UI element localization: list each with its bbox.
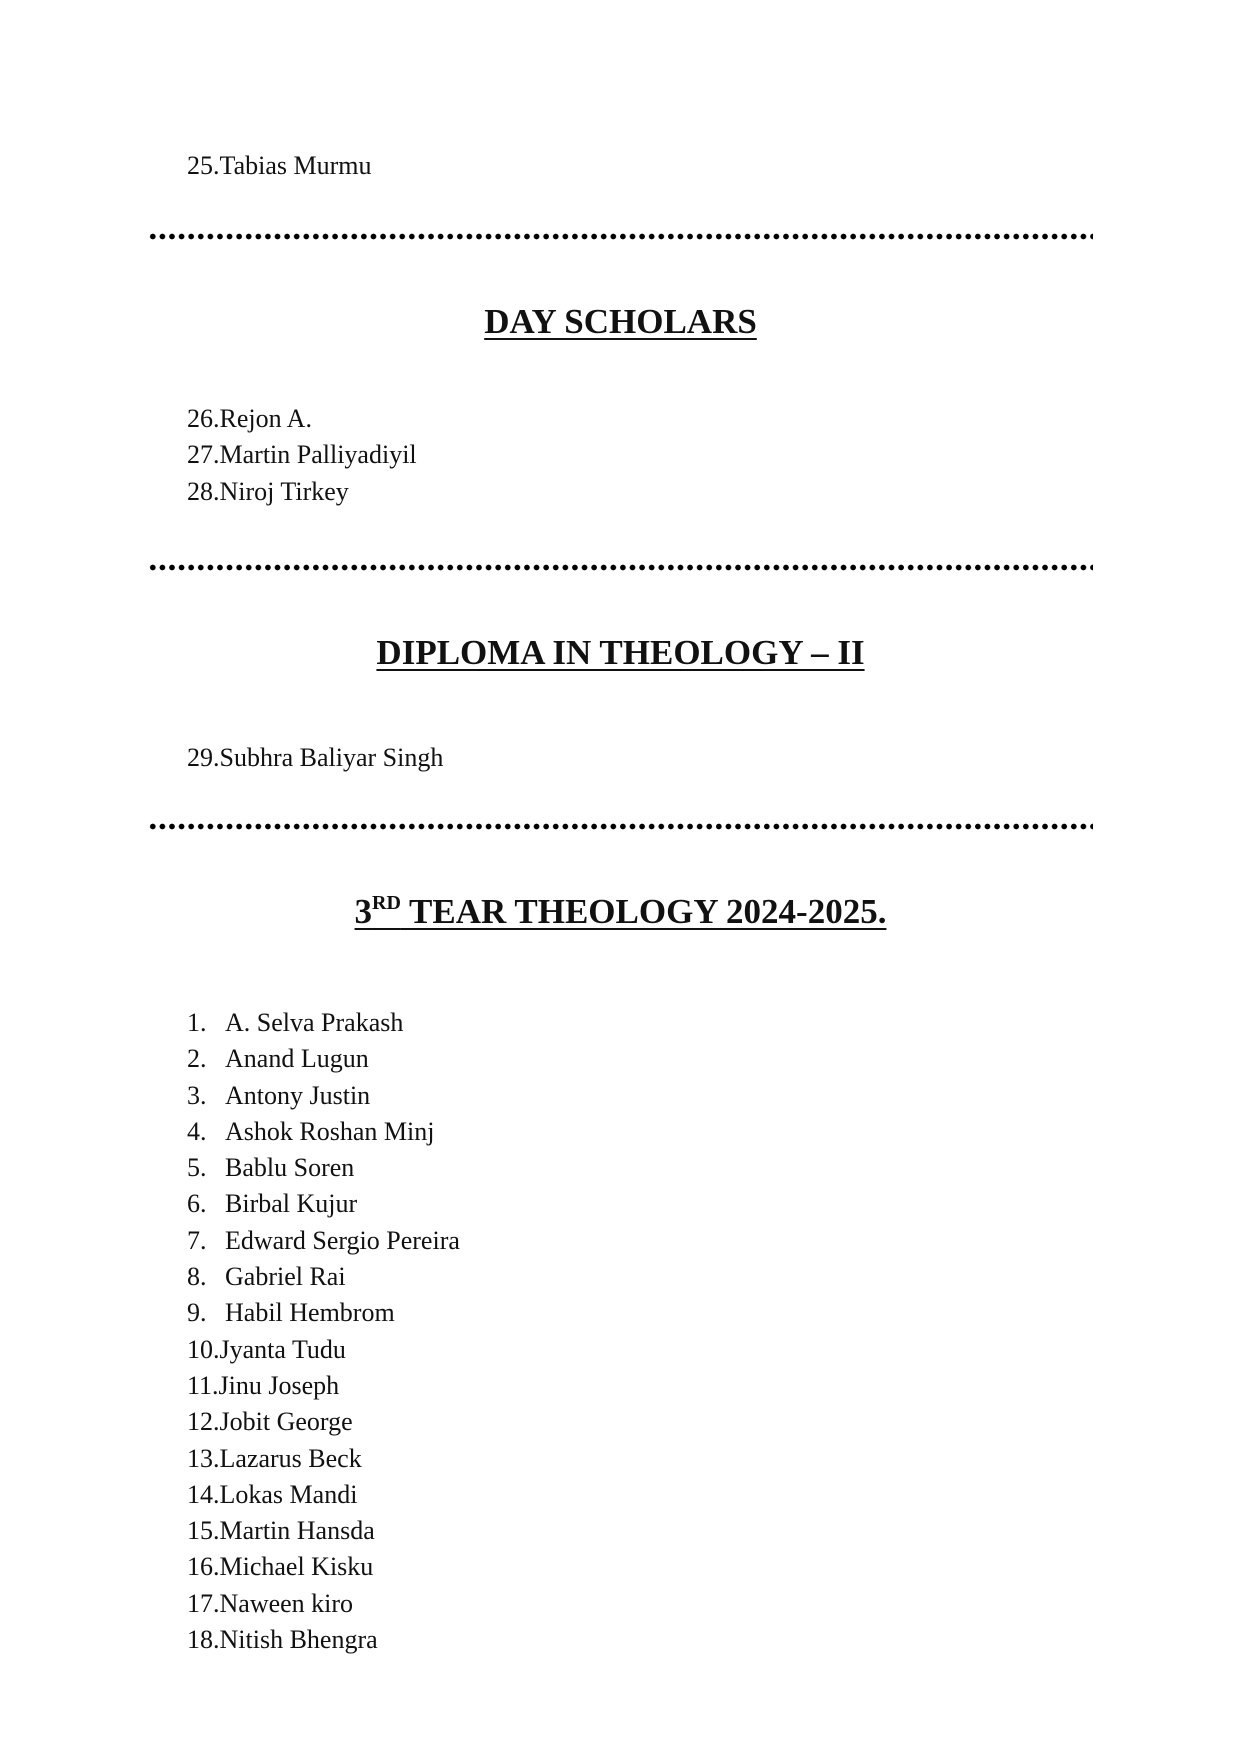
list-item-name: Ashok Roshan Minj <box>225 1116 435 1146</box>
list-item-name: Tabias Murmu <box>219 151 372 180</box>
list-item-number: 15. <box>187 1516 220 1546</box>
list-item-number: 3. <box>187 1080 207 1110</box>
list-item-name: Antony Justin <box>225 1080 371 1110</box>
list-item-name: Gabriel Rai <box>225 1262 346 1292</box>
list-item-number: 1. <box>187 1008 207 1037</box>
list-item-name: Rejon A. <box>219 404 312 433</box>
list-item-name: Jinu Joseph <box>218 1370 340 1400</box>
list-item-number: 6. <box>187 1189 207 1219</box>
list-item <box>187 1368 460 1404</box>
list-item-number: 16. <box>187 1552 220 1582</box>
list-item-name: Naween kiro <box>219 1588 354 1618</box>
list-item-name: Habil Hembrom <box>225 1298 395 1328</box>
list-item <box>187 1404 460 1440</box>
list-item <box>187 1295 460 1331</box>
dotted-separator <box>148 823 1093 830</box>
list-item <box>187 401 417 437</box>
list-item-name: Bablu Soren <box>225 1153 355 1183</box>
list-item-number: 13. <box>187 1443 220 1473</box>
list-item-name: Michael Kisku <box>219 1552 374 1582</box>
list-item <box>187 1150 460 1186</box>
list-item-name: Martin Hansda <box>219 1516 375 1546</box>
list-item <box>187 1622 460 1658</box>
list-item-number: 11. <box>187 1370 219 1400</box>
list-item-name: Jyanta Tudu <box>219 1334 346 1364</box>
list-item-number: 18. <box>187 1625 220 1655</box>
list-item <box>187 437 417 473</box>
list-item-number: 27. <box>187 440 220 470</box>
list-item-number: 7. <box>187 1225 207 1255</box>
day-scholars-list <box>187 401 417 510</box>
list-item <box>187 1259 460 1295</box>
list-item <box>187 1441 460 1477</box>
list-item-name: Niroj Tirkey <box>219 476 349 506</box>
list-item-name: Martin Palliyadiyil <box>219 440 417 470</box>
diploma-list <box>187 740 443 776</box>
dotted-separator <box>148 564 1093 571</box>
list-item-number: 8. <box>187 1262 207 1292</box>
list-item <box>187 1005 460 1041</box>
list-item-name: Edward Sergio Pereira <box>225 1225 460 1255</box>
list-item-name: Nitish Bhengra <box>219 1625 378 1655</box>
list-item <box>187 1513 460 1549</box>
list-item-name: Lazarus Beck <box>219 1443 362 1473</box>
list-item <box>187 474 417 510</box>
list-item-number: 25. <box>187 151 220 180</box>
list-item-name: Subhra Baliyar Singh <box>219 743 444 772</box>
section-heading-third-year: 3RD TEAR THEOLOGY 2024-2025. <box>354 892 887 931</box>
list-item <box>187 148 372 184</box>
list-item-number: 29. <box>187 743 220 772</box>
list-item <box>187 1586 460 1622</box>
list-item-name: Birbal Kujur <box>225 1189 358 1219</box>
list-item <box>187 1078 460 1114</box>
dotted-separator <box>148 233 1093 240</box>
list-item <box>187 740 443 776</box>
section-heading-day-scholars: DAY SCHOLARS <box>484 302 757 341</box>
list-item-number: 10. <box>187 1334 220 1364</box>
list-item-name: Anand Lugun <box>225 1044 369 1074</box>
list-item-number: 17. <box>187 1588 220 1618</box>
list-item-number: 9. <box>187 1298 207 1328</box>
section-heading-diploma: DIPLOMA IN THEOLOGY – II <box>376 633 865 672</box>
list-item-number: 4. <box>187 1116 207 1146</box>
list-item-name: Jobit George <box>219 1407 353 1437</box>
list-item <box>187 1332 460 1368</box>
list-item-number: 28. <box>187 476 220 506</box>
list-item <box>187 1186 460 1222</box>
list-item-number: 26. <box>187 404 220 433</box>
list-item-number: 2. <box>187 1044 207 1074</box>
list-item-number: 14. <box>187 1479 220 1509</box>
list-item-name: A. Selva Prakash <box>225 1008 404 1037</box>
list-item <box>187 1041 460 1077</box>
prev-section-list <box>187 148 372 184</box>
list-item <box>187 1114 460 1150</box>
list-item <box>187 1223 460 1259</box>
list-item <box>187 1477 460 1513</box>
third-year-list <box>187 1005 460 1658</box>
list-item-number: 5. <box>187 1153 207 1183</box>
list-item <box>187 1549 460 1585</box>
list-item-name: Lokas Mandi <box>219 1479 358 1509</box>
list-item-number: 12. <box>187 1407 220 1437</box>
